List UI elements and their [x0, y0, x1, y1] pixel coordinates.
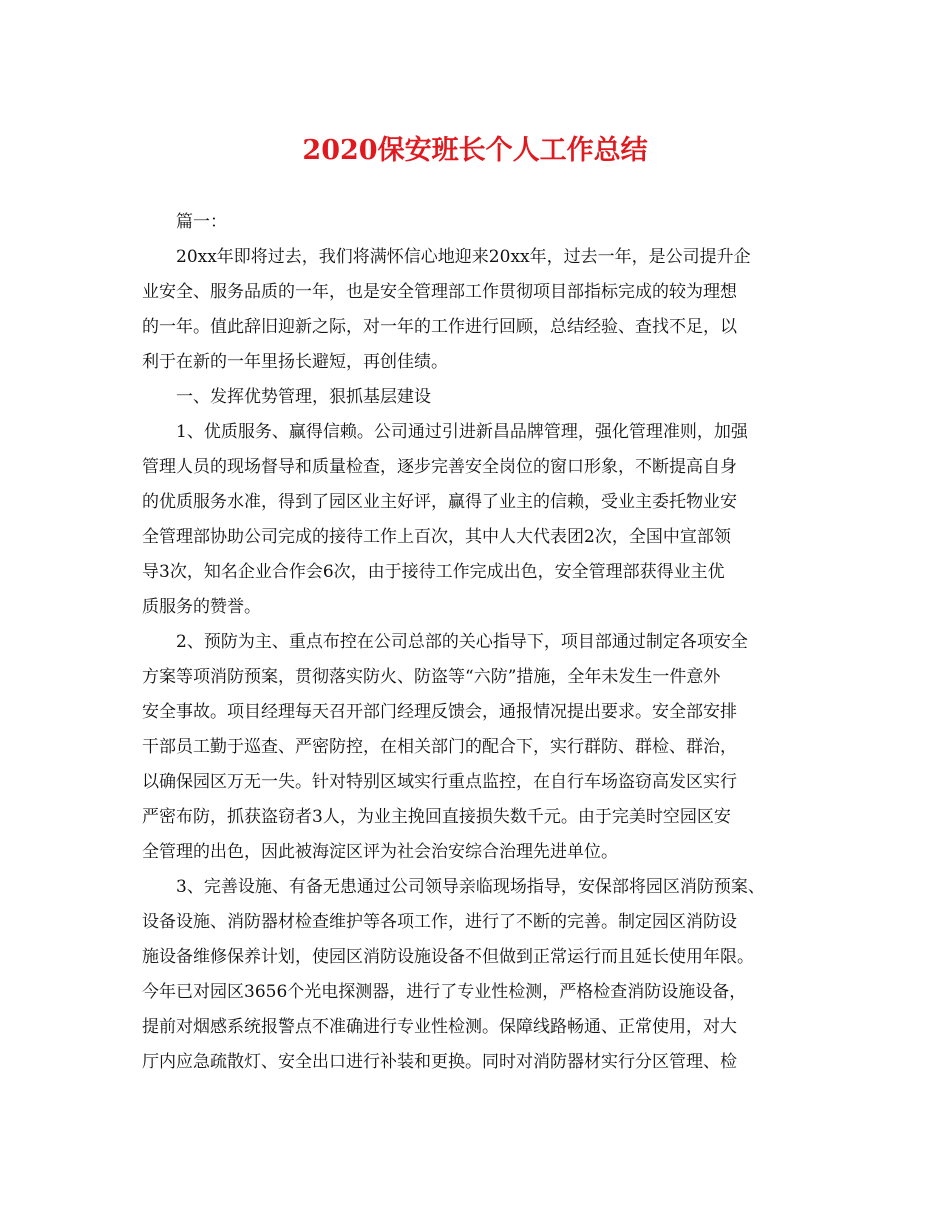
document-title: 2020保安班长个人工作总结 [302, 135, 648, 166]
text-line: 20xx年即将过去，我们将满怀信心地迎来20xx年，过去一年，是公司提升企 [176, 247, 751, 267]
text-line: 2、预防为主、重点布控在公司总部的关心指导下，项目部通过制定各项安全 [176, 632, 748, 652]
text-line: 1、优质服务、赢得信赖。公司通过引进新昌品牌管理，强化管理准则，加强 [176, 422, 748, 442]
text-line: 质服务的赞誉。 [142, 597, 261, 617]
text-line: 全管理部协助公司完成的接待工作上百次，其中人大代表团2次，全国中宣部领 [142, 527, 731, 547]
text-line: 方案等项消防预案，贯彻落实防火、防盗等“六防”措施，全年未发生一件意外 [142, 667, 721, 687]
text-line: 严密布防，抓获盗窃者3人，为业主挽回直接损失数千元。由于完美时空园区安 [142, 807, 731, 827]
text-line: 提前对烟感系统报警点不准确进行专业性检测。保障线路畅通、正常使用，对大 [142, 1017, 737, 1037]
text-line: 业安全、服务品质的一年，也是安全管理部工作贯彻项目部指标完成的较为理想 [142, 282, 737, 302]
text-line: 以确保园区万无一失。针对特别区域实行重点监控，在自行车场盗窃高发区实行 [142, 772, 737, 792]
text-line: 的优质服务水准，得到了园区业主好评，赢得了业主的信赖，受业主委托物业安 [142, 492, 737, 512]
text-line: 3、完善设施、有备无患通过公司领导亲临现场指导，安保部将园区消防预案、 [176, 877, 765, 897]
text-line: 导3次，知名企业合作会6次，由于接待工作完成出色，安全管理部获得业主优 [142, 562, 725, 582]
text-line: 全管理的出色，因此被海淀区评为社会治安综合治理先进单位。 [142, 842, 618, 862]
text-line: 安全事故。项目经理每天召开部门经理反馈会，通报情况提出要求。安全部安排 [142, 702, 737, 722]
text-line: 厅内应急疏散灯、安全出口进行补装和更换。同时对消防器材实行分区管理、检 [142, 1052, 737, 1072]
text-line: 利于在新的一年里扬长避短，再创佳绩。 [142, 352, 448, 372]
text-line: 设备设施、消防器材检查维护等各项工作，进行了不断的完善。制定园区消防设 [142, 912, 737, 932]
text-line: 篇一： [176, 212, 227, 232]
text-line: 管理人员的现场督导和质量检查，逐步完善安全岗位的窗口形象，不断提高自身 [142, 457, 737, 477]
text-line: 今年已对园区3656个光电探测器，进行了专业性检测，严格检查消防设施设备， [142, 982, 747, 1002]
text-line: 的一年。值此辞旧迎新之际，对一年的工作进行回顾，总结经验、查找不足，以 [142, 317, 737, 337]
text-line: 施设备维修保养计划，使园区消防设施设备不但做到正常运行而且延长使用年限。 [142, 947, 754, 967]
text-line: 干部员工勤于巡查、严密防控，在相关部门的配合下，实行群防、群检、群治， [142, 737, 737, 757]
text-line: 一、发挥优势管理，狠抓基层建设 [176, 387, 431, 407]
document-body [142, 205, 832, 1080]
